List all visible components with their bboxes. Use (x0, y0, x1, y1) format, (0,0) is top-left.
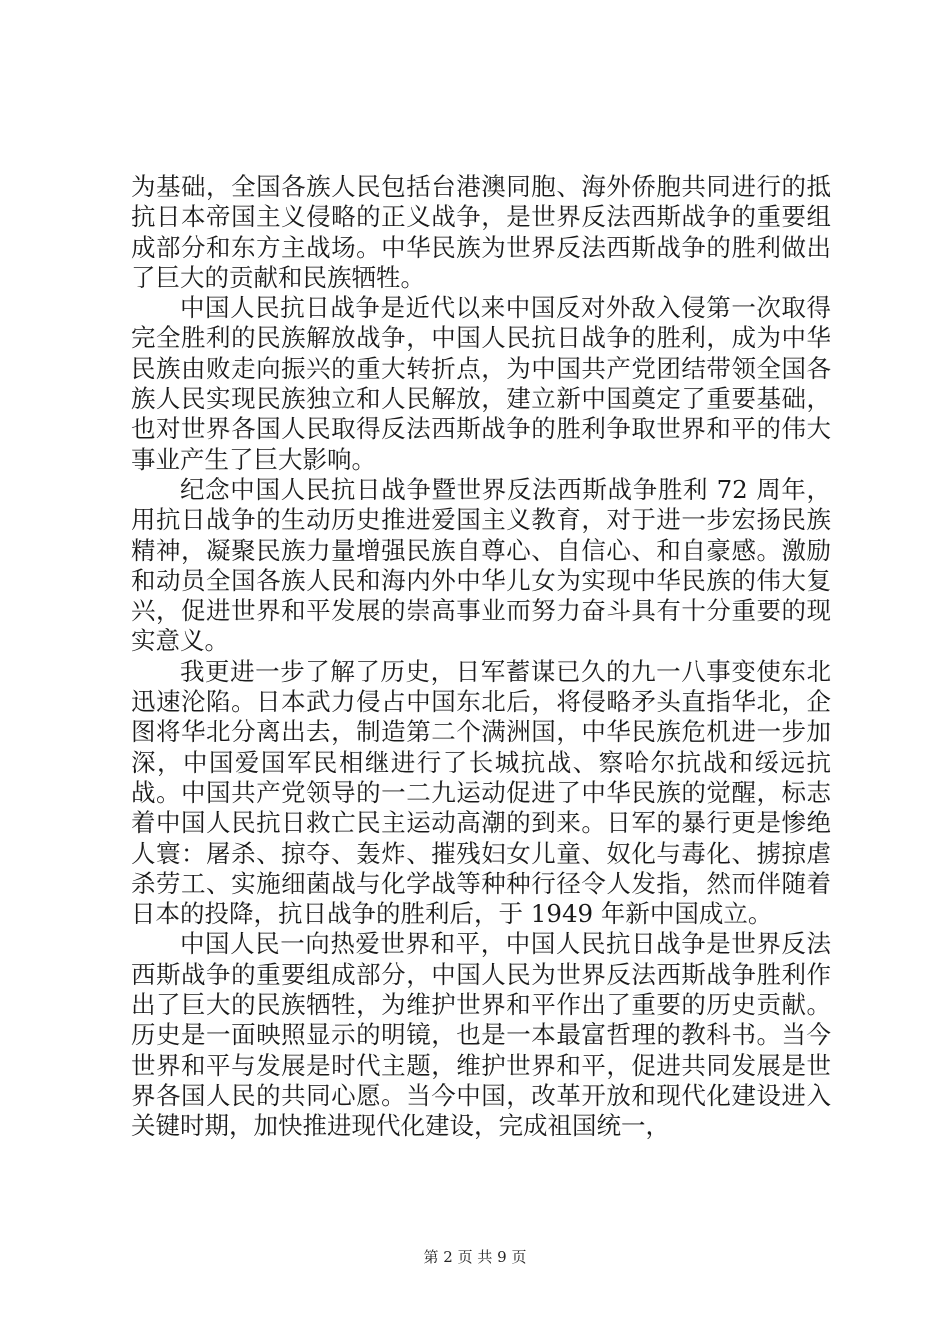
paragraph-2: 中国人民抗日战争是近代以来中国反对外敌入侵第一次取得完全胜利的民族解放战争，中国人民抗日战争的胜利，成为中华民族由败走向振兴的重大转折点，为中国共产党团结带领全国各族人民实现民族独立和人民解放，建立新中国奠定了重要基础，也对世界各国人民取得反法西斯战争的胜利争取世界和平的伟大事业产生了巨大影响。 (131, 293, 831, 474)
paragraph-5: 中国人民一向热爱世界和平，中国人民抗日战争是世界反法西斯战争的重要组成部分，中国人民为世界反法西斯战争胜利作出了巨大的民族牺牲，为维护世界和平作出了重要的历史贡献。历史是一面映照显示的明镜，也是一本最富哲理的教科书。当今世界和平与发展是时代主题，维护世界和平，促进共同发展是世界各国人民的共同心愿。当今中国，改革开放和现代化建设进入关键时期，加快推进现代化建设，完成祖国统一， (131, 929, 831, 1141)
paragraph-1: 为基础，全国各族人民包括台港澳同胞、海外侨胞共同进行的抵抗日本帝国主义侵略的正义战争，是世界反法西斯战争的重要组成部分和东方主战场。中华民族为世界反法西斯战争的胜利做出了巨大的贡献和民族牺牲。 (131, 172, 831, 292)
page-number-footer: 第 2 页 共 9 页 (423, 1248, 527, 1266)
paragraph-4: 我更进一步了解了历史，日军蓄谋已久的九一八事变使东北迅速沦陷。日本武力侵占中国东北后，将侵略矛头直指华北，企图将华北分离出去，制造第二个满洲国，中华民族危机进一步加深，中国爱国军民相继进行了长城抗战、察哈尔抗战和绥远抗战。中国共产党领导的一二九运动促进了中华民族的觉醒，标志着中国人民抗日救亡民主运动高潮的到来。日军的暴行更是惨绝人寰：屠杀、掠夺、轰炸、摧残妇女儿童、奴化与毒化、掳掠虐杀劳工、实施细菌战与化学战等种种行径令人发指，然而伴随着日本的投降，抗日战争的胜利后，于 1949 年新中国成立。 (131, 656, 831, 929)
paragraph-3: 纪念中国人民抗日战争暨世界反法西斯战争胜利 72 周年，用抗日战争的生动历史推进爱国主义教育，对于进一步宏扬民族精神，凝聚民族力量增强民族自尊心、自信心、和自豪感。激励和动员全国各族人民和海内外中华儿女为实现中华民族的伟大复兴，促进世界和平发展的崇高事业而努力奋斗具有十分重要的现实意义。 (131, 474, 831, 656)
document-body (131, 172, 831, 1142)
